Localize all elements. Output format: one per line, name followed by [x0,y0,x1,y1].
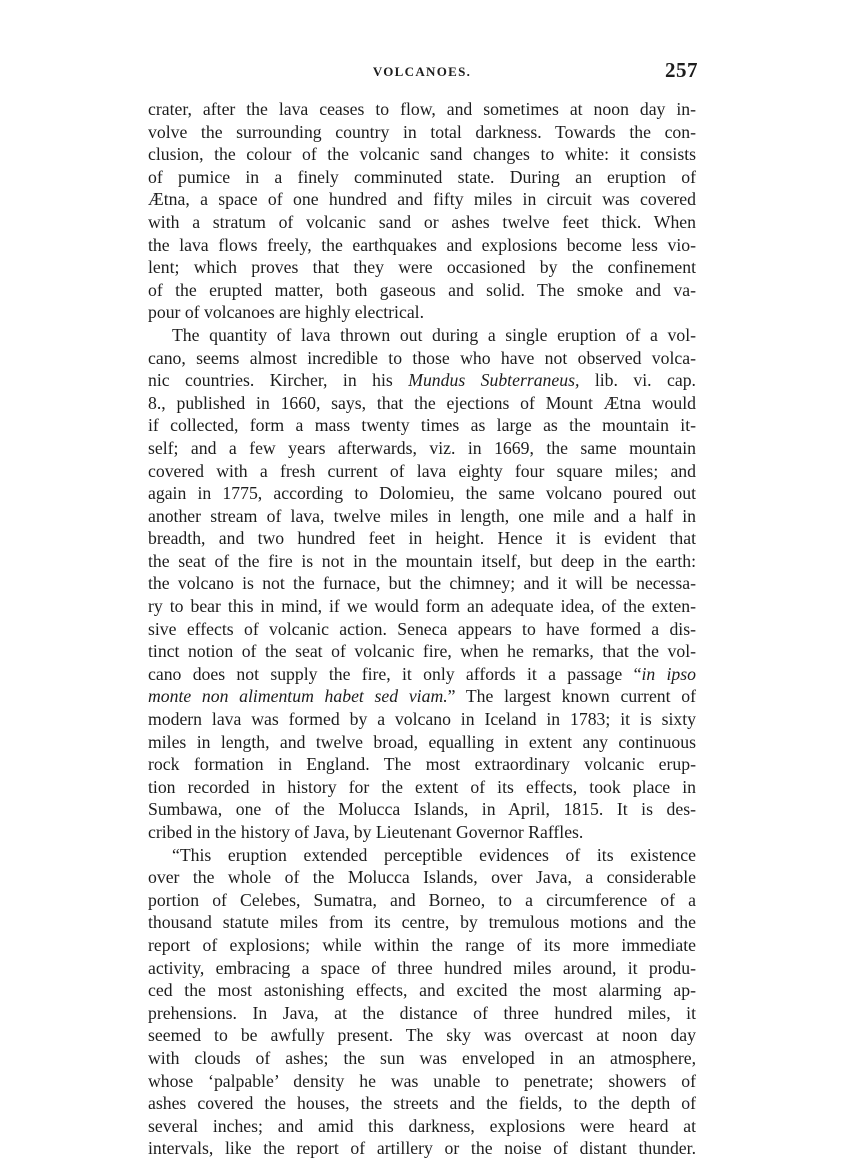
text-line: clusion, the colour of the volcanic sand changes to white: it consists [148,144,696,165]
text-line: breadth, and two hundred feet in height. Hence it is evident that [148,528,696,549]
running-title: VOLCANOES. [372,64,472,79]
text-line: with a stratum of volcanic sand or ashes twelve feet thick. When [148,211,696,232]
running-head [148,58,696,88]
text-line: cano, seems almost incredible to those who have not observed volca- [148,347,696,368]
text-line: miles in length, and twelve broad, equalling in extent any continuous [148,731,696,752]
text-line: ashes covered the houses, the streets and the fields, to the depth of [148,1093,696,1114]
text-line: whose ‘palpable’ density he was unable to penetrate; showers of [148,1070,696,1091]
text-line: seemed to be awfully present. The sky was overcast at noon day [148,1025,696,1046]
text-line: with clouds of ashes; the sun was enveloped in an atmosphere, [148,1047,696,1068]
text-line: activity, embracing a space of three hundred miles around, it produ- [148,957,696,978]
text-line: monte non alimentum habet sed viam.” The largest known current of [148,686,696,707]
text-line: over the whole of the Molucca Islands, over Java, a considerable [148,867,696,888]
text-line: several inches; and amid this darkness, explosions were heard at [148,1115,696,1136]
paragraph-end-line: pour of volcanoes are highly electrical. [148,302,425,323]
text-line: rock formation in England. The most extraordinary volcanic erup- [148,754,696,775]
paragraph-start-line: The quantity of lava thrown out during a single eruption of a vol- [172,324,696,345]
text-line: tinct notion of the seat of volcanic fire, when he remarks, that the vol- [148,641,696,662]
text-line: tion recorded in history for the extent of its effects, took place in [148,776,696,797]
page-body-text [148,98,696,1160]
latin-quote-italic: in ipso [641,663,696,684]
text-line: cano does not supply the fire, it only affords it a passage “in ipso [148,663,696,684]
paragraph-start-line: “This eruption extended perceptible evidences of its existence [172,844,696,865]
text-line: prehensions. In Java, at the distance of three hundred miles, it [148,1002,696,1023]
page-number: 257 [665,58,698,82]
text-line: volve the surrounding country in total darkness. Towards the con- [148,121,696,142]
text-line: another stream of lava, twelve miles in length, one mile and a half in [148,505,696,526]
text-line: Ætna, a space of one hundred and fifty miles in circuit was covered [148,189,696,210]
paragraph-end-line: cribed in the history of Java, by Lieutenant Governor Raffles. [148,822,584,842]
text-line: intervals, like the report of artillery or the noise of distant thunder. [148,1138,696,1159]
text-line: ry to bear this in mind, if we would form an adequate idea, of the exten- [148,596,696,617]
latin-quote-italic: monte non alimentum habet sed viam. [148,686,448,707]
text-line: the seat of the fire is not in the mountain itself, but deep in the earth: [148,550,696,571]
text-line: modern lava was formed by a volcano in Iceland in 1783; it is sixty [148,709,696,730]
text-line: thousand statute miles from its centre, by tremulous motions and the [148,912,696,933]
text-line: the lava flows freely, the earthquakes and explosions become less vio- [148,234,696,255]
text-line: crater, after the lava ceases to flow, and sometimes at noon day in- [148,99,696,119]
text-line: covered with a fresh current of lava eighty four square miles; and [148,460,696,481]
text-line: nic countries. Kircher, in his Mundus Subterraneus, lib. vi. cap. [148,370,696,391]
text-line: if collected, form a mass twenty times as large as the mountain it- [148,415,696,436]
text-line: again in 1775, according to Dolomieu, the same volcano poured out [148,483,696,504]
text-line: Sumbawa, one of the Molucca Islands, in April, 1815. It is des- [148,799,696,820]
book-title-italic: Mundus Subterraneus, [408,370,580,391]
text-line: the volcano is not the furnace, but the chimney; and it will be necessa- [148,573,696,594]
text-line: report of explosions; while within the range of its more immediate [148,934,696,955]
book-page [148,58,696,1160]
text-line: sive effects of volcanic action. Seneca appears to have formed a dis- [148,618,696,639]
text-line: of pumice in a finely comminuted state. During an eruption of [148,166,696,187]
text-line: self; and a few years afterwards, viz. in 1669, the same mountain [148,437,696,458]
text-line: of the erupted matter, both gaseous and solid. The smoke and va- [148,279,696,300]
text-line: 8., published in 1660, says, that the ejections of Mount Ætna would [148,392,696,413]
text-line: ced the most astonishing effects, and excited the most alarming ap- [148,980,696,1001]
text-line: portion of Celebes, Sumatra, and Borneo, to a circumference of a [148,889,696,910]
text-line: lent; which proves that they were occasioned by the confinement [148,257,696,278]
